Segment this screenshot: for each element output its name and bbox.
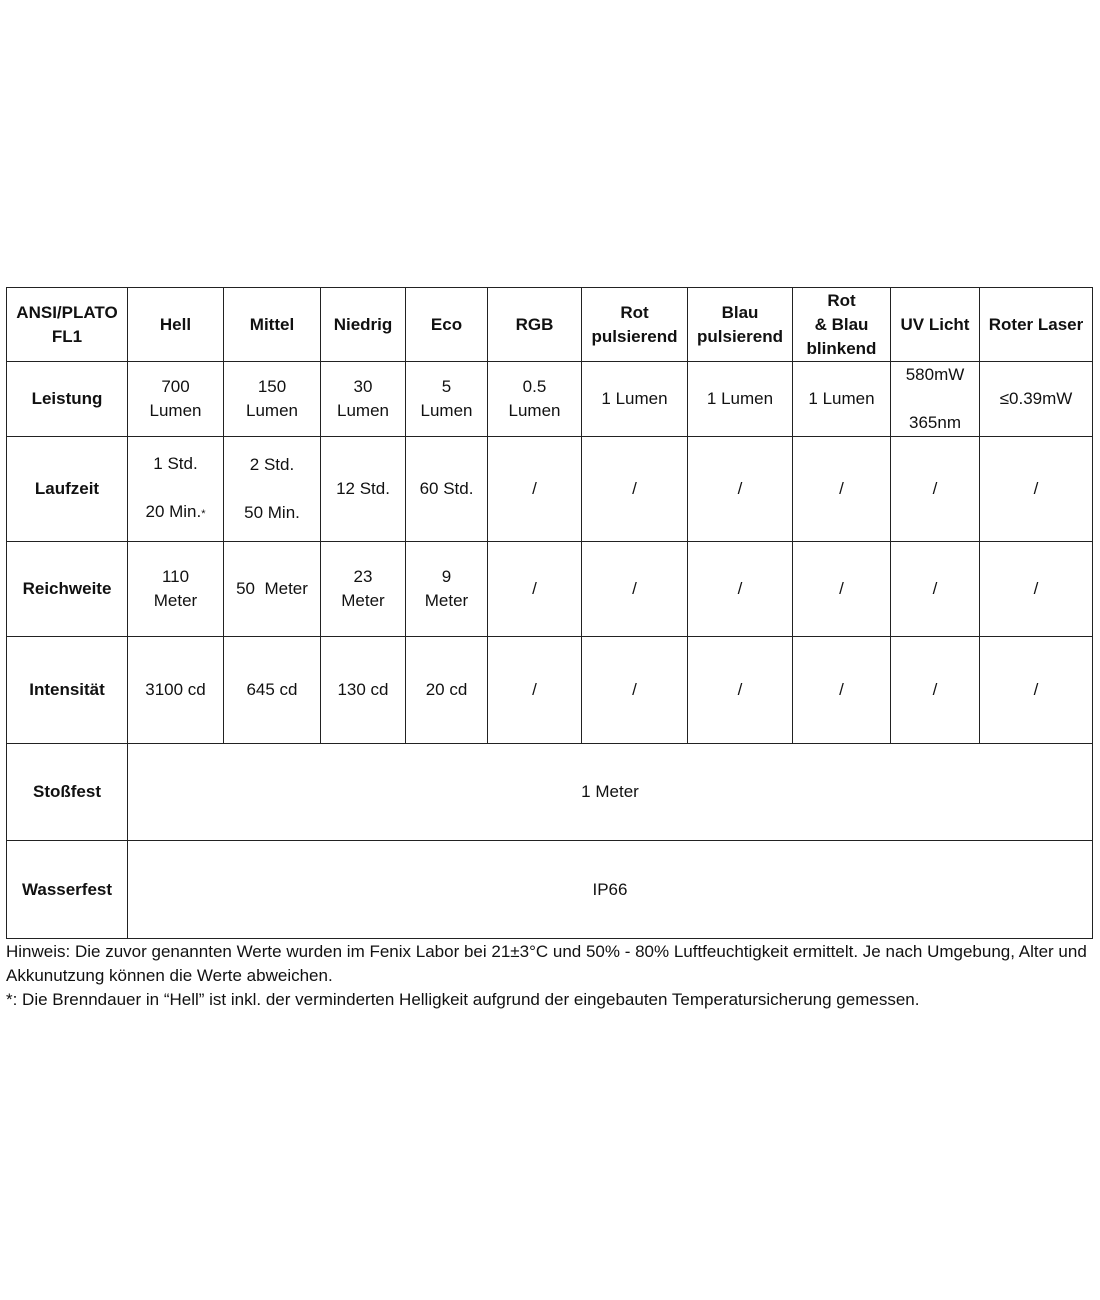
table-cell: 5 Lumen [406, 362, 488, 437]
table-cell: 1 Lumen [582, 362, 688, 437]
table-cell: / [582, 437, 688, 542]
table-cell: 2 Std. 50 Min. [224, 437, 321, 542]
table-cell: / [980, 437, 1093, 542]
row-label: Reichweite [7, 542, 128, 637]
table-cell: / [793, 437, 891, 542]
spec-table [6, 287, 1093, 939]
header-eco: Eco [406, 288, 488, 362]
table-cell: 1 Std. 20 Min.* [128, 437, 224, 542]
table-cell: / [980, 542, 1093, 637]
table-cell-merged: 1 Meter [128, 744, 1093, 841]
row-label: Laufzeit [7, 437, 128, 542]
table-cell: 9 Meter [406, 542, 488, 637]
table-cell: 23 Meter [321, 542, 406, 637]
table-cell: / [891, 637, 980, 744]
table-cell: 645 cd [224, 637, 321, 744]
table-cell-merged: IP66 [128, 841, 1093, 939]
table-row-reichweite [7, 542, 1093, 637]
table-cell: / [980, 637, 1093, 744]
table-cell: 50 Meter [224, 542, 321, 637]
footnote-marker: * [201, 508, 206, 520]
header-hell: Hell [128, 288, 224, 362]
table-cell: / [582, 542, 688, 637]
table-cell: 60 Std. [406, 437, 488, 542]
table-cell: 1 Lumen [688, 362, 793, 437]
footnote-text: *: Die Brenndauer in “Hell” ist inkl. der verminderten Helligkeit aufgrund der eingebauten Temperatursicherung gemessen. [6, 990, 920, 1009]
table-cell: / [688, 437, 793, 542]
row-label: Wasserfest [7, 841, 128, 939]
table-row-intensitaet [7, 637, 1093, 744]
table-cell: / [488, 542, 582, 637]
table-cell: 30 Lumen [321, 362, 406, 437]
table-row-wasserfest [7, 841, 1093, 939]
table-row-laufzeit [7, 437, 1093, 542]
header-rot-pulsierend: Rot pulsierend [582, 288, 688, 362]
table-cell: / [793, 542, 891, 637]
table-cell: ≤0.39mW [980, 362, 1093, 437]
table-cell: / [582, 637, 688, 744]
table-cell: / [488, 637, 582, 744]
header-mittel: Mittel [224, 288, 321, 362]
table-cell: 130 cd [321, 637, 406, 744]
notes [6, 940, 1094, 1012]
table-cell: 150 Lumen [224, 362, 321, 437]
header-niedrig: Niedrig [321, 288, 406, 362]
table-cell: / [891, 437, 980, 542]
table-cell: 110 Meter [128, 542, 224, 637]
table-cell: / [891, 542, 980, 637]
header-uv-licht: UV Licht [891, 288, 980, 362]
header-blau-pulsierend: Blau pulsierend [688, 288, 793, 362]
header-rot-blau-blinkend: Rot & Blau blinkend [793, 288, 891, 362]
table-cell: / [793, 637, 891, 744]
header-roter-laser: Roter Laser [980, 288, 1093, 362]
table-cell: 700 Lumen [128, 362, 224, 437]
table-cell: 1 Lumen [793, 362, 891, 437]
table-cell: 12 Std. [321, 437, 406, 542]
header-row [7, 288, 1093, 362]
hint-text: Hinweis: Die zuvor genannten Werte wurden im Fenix Labor bei 21±3°C und 50% - 80% Luftfeuchtigkeit ermittelt. Je nach Umgebung, Alter und Akkunutzung können die Werte abweichen. [6, 942, 1087, 985]
table-row-leistung [7, 362, 1093, 437]
table-row-stossfest [7, 744, 1093, 841]
table-cell: 20 cd [406, 637, 488, 744]
row-label: Stoßfest [7, 744, 128, 841]
table-cell: 0.5 Lumen [488, 362, 582, 437]
row-label: Intensität [7, 637, 128, 744]
table-cell: 3100 cd [128, 637, 224, 744]
table-cell: / [688, 542, 793, 637]
header-standard: ANSI/PLATO FL1 [7, 288, 128, 362]
table-cell: / [688, 637, 793, 744]
table-cell: / [488, 437, 582, 542]
table-cell: 580mW 365nm [891, 362, 980, 437]
header-rgb: RGB [488, 288, 582, 362]
row-label: Leistung [7, 362, 128, 437]
